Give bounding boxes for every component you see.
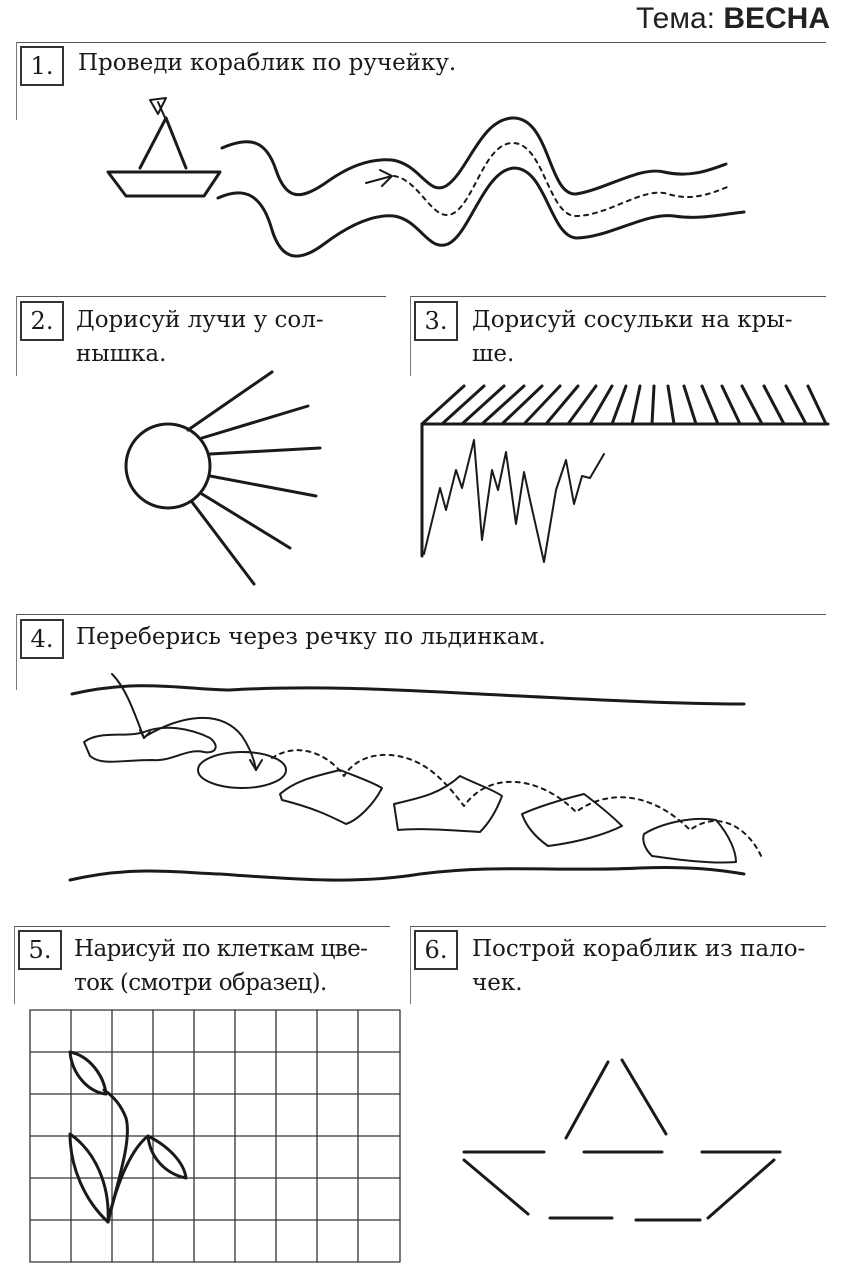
- task-2-number: 2.: [20, 301, 64, 341]
- theme-prefix: Тема:: [636, 2, 715, 35]
- task-2-line-1: Дорисуй лучи у сол-: [76, 307, 324, 333]
- task-6-number: 6.: [414, 930, 458, 970]
- task-1-number: 1.: [20, 46, 64, 86]
- task-4-number: 4.: [20, 619, 64, 659]
- task-5-line-2: ток (смотри образец).: [74, 970, 327, 996]
- task-3-line-2: ше.: [472, 341, 515, 367]
- task-5-flower-sample: [70, 1052, 186, 1222]
- task-4-river-drawing: [70, 686, 744, 880]
- task-1-line-1: Проведи кораблик по ручейку.: [78, 50, 457, 76]
- task-3-line-1: Дорисуй сосульки на кры-: [472, 307, 793, 333]
- task-5-number: 5.: [18, 930, 62, 970]
- task-3-number: 3.: [414, 301, 458, 341]
- task-2-sun-drawing: [126, 372, 320, 584]
- task-1-boat-drawing: [108, 98, 220, 196]
- task-3-icicles-drawing: [424, 440, 604, 562]
- theme-topic: ВЕСНА: [723, 2, 830, 35]
- task-5-line-1: Нарисуй по клеткам цве-: [74, 936, 368, 962]
- task-6-stick-boat: [464, 1060, 780, 1220]
- task-4-line-1: Переберись через речку по льдинкам.: [76, 624, 546, 650]
- task-6-line-1: Построй кораблик из пало-: [472, 936, 806, 962]
- task-4-ice-floes: [84, 728, 736, 863]
- task-6-line-2: чек.: [472, 970, 523, 996]
- task-2-line-2: нышка.: [76, 341, 167, 367]
- task-1-stream-drawing: [218, 118, 744, 256]
- task-5-grid: [30, 1010, 400, 1262]
